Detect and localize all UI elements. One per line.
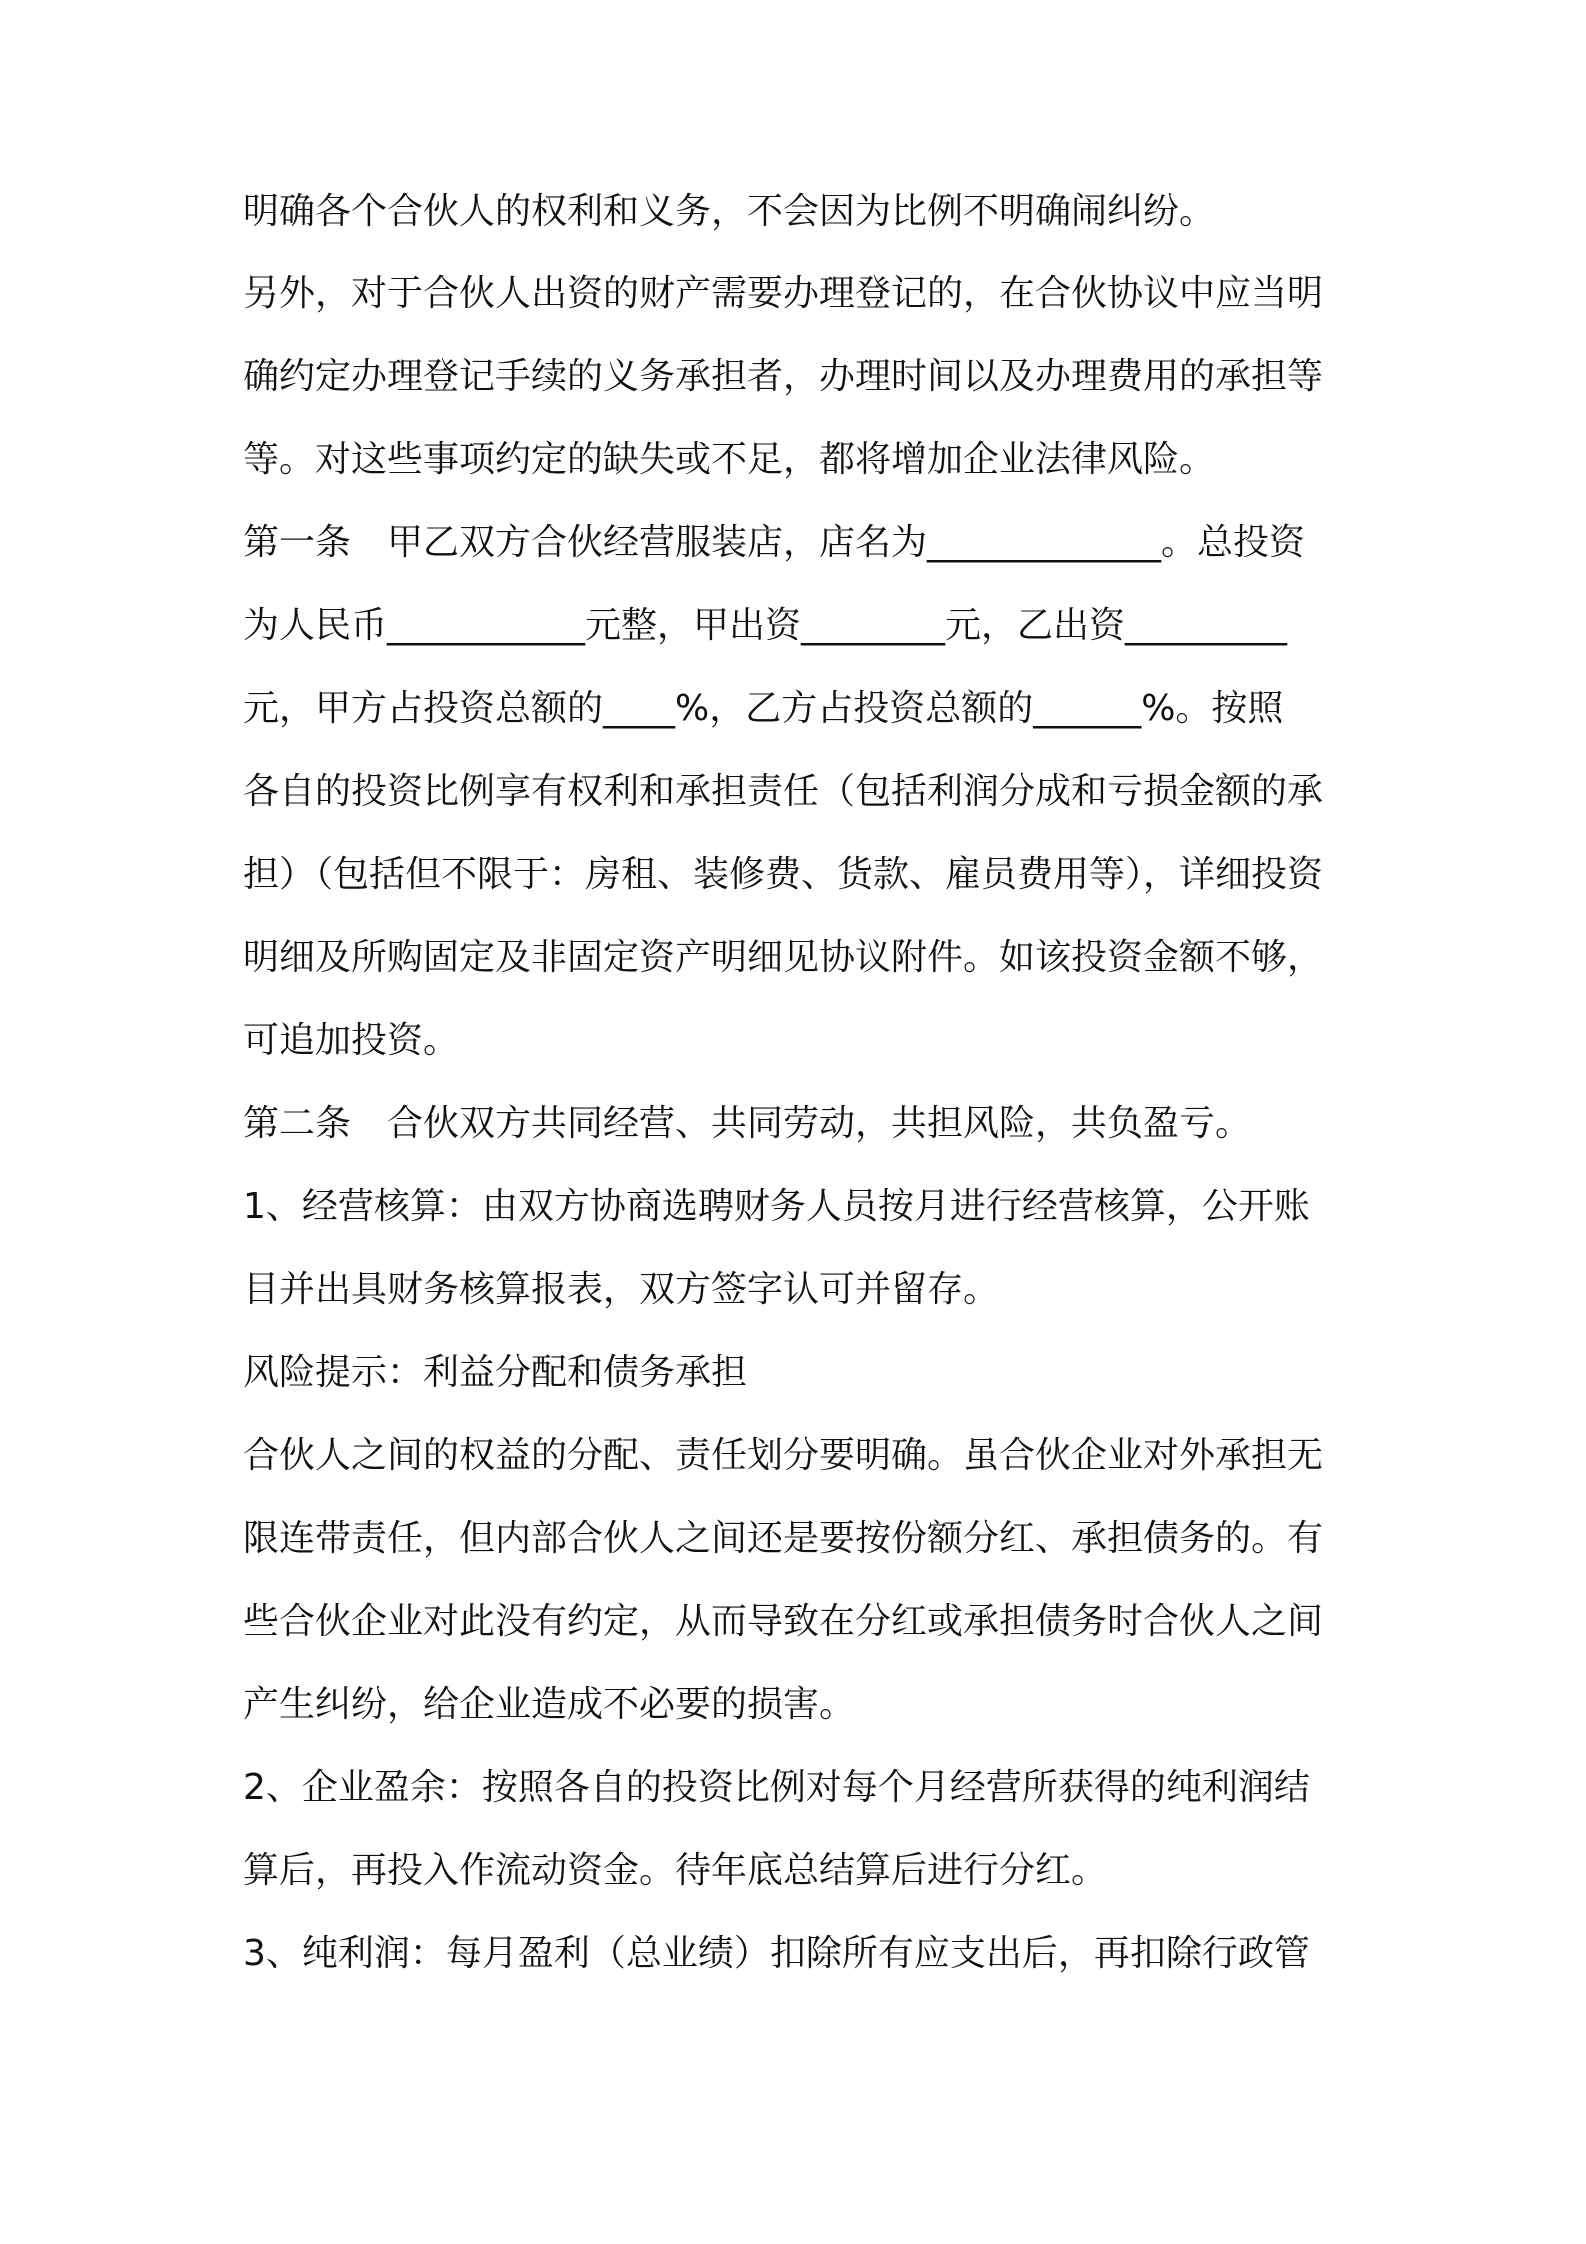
text-line: 明确各个合伙人的权利和义务，不会因为比例不明确闹纠纷。 xyxy=(243,191,1216,232)
risk-tip-heading: 风险提示：利益分配和债务承担 xyxy=(243,1352,748,1393)
text-line: 1、经营核算：由双方协商选聘财务人员按月进行经营核算，公开账 xyxy=(243,1186,1310,1227)
article-1-line: 第一条 甲乙双方合伙经营服装店，店名为_____________。总投资 xyxy=(243,522,1306,563)
text-line: 算后，再投入作流动资金。待年底总结算后进行分红。 xyxy=(243,1850,1108,1891)
article-2-line: 第二条 合伙双方共同经营、共同劳动，共担风险，共负盈亏。 xyxy=(243,1103,1252,1144)
text-line: 产生纠纷，给企业造成不必要的损害。 xyxy=(243,1684,856,1725)
text-line: 3、纯利润：每月盈利（总业绩）扣除所有应支出后，再扣除行政管 xyxy=(243,1933,1310,1974)
text-line: 为人民币___________元整，甲出资________元，乙出资_________ xyxy=(243,605,1288,646)
text-line: 限连带责任，但内部合伙人之间还是要按份额分红、承担债务的。有 xyxy=(243,1518,1324,1559)
text-line: 各自的投资比例享有权利和承担责任（包括利润分成和亏损金额的承 xyxy=(243,771,1324,812)
text-line: 明细及所购固定及非固定资产明细见协议附件。如该投资金额不够， xyxy=(243,937,1324,978)
text-line: 合伙人之间的权益的分配、责任划分要明确。虽合伙企业对外承担无 xyxy=(243,1435,1324,1476)
text-line: 另外，对于合伙人出资的财产需要办理登记的，在合伙协议中应当明 xyxy=(243,273,1324,314)
text-line: 担）（包括但不限于：房租、装修费、货款、雇员费用等），详细投资 xyxy=(243,854,1324,895)
text-line: 确约定办理登记手续的义务承担者，办理时间以及办理费用的承担等 xyxy=(243,356,1324,397)
text-line: 可追加投资。 xyxy=(243,1020,460,1061)
text-line: 目并出具财务核算报表，双方签字认可并留存。 xyxy=(243,1269,1000,1310)
text-line: 元，甲方占投资总额的____%，乙方占投资总额的______%。按照 xyxy=(243,688,1284,729)
text-line: 等。对这些事项约定的缺失或不足，都将增加企业法律风险。 xyxy=(243,439,1216,480)
text-line: 些合伙企业对此没有约定，从而导致在分红或承担债务时合伙人之间 xyxy=(243,1601,1324,1642)
text-line: 2、企业盈余：按照各自的投资比例对每个月经营所获得的纯利润结 xyxy=(243,1767,1310,1808)
